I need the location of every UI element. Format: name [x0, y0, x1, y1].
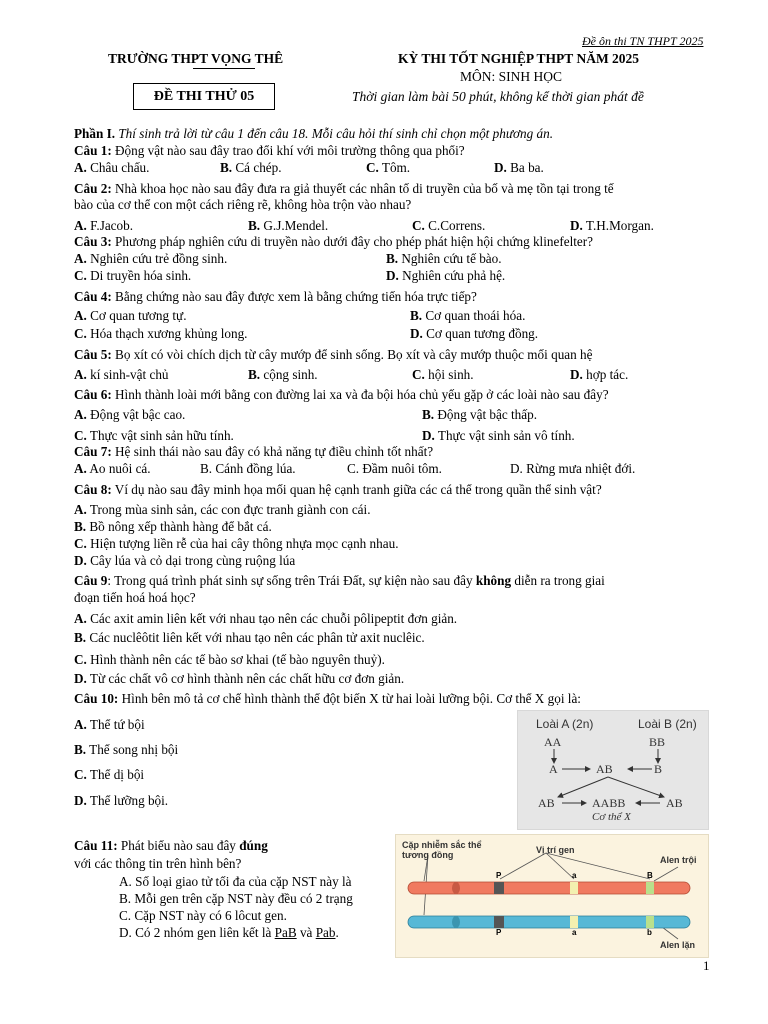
top-label-b: B [647, 871, 653, 880]
q7-option-a: A. Ao nuôi cá. [74, 461, 151, 476]
q3-option-d: D. Nghiên cứu phả hệ. [386, 268, 506, 283]
q5-stem: Câu 5: Bọ xít có vòi chích dịch từ cây mướp để sinh sống. Bọ xít và cây mướp thuộc mối quan hệ [74, 347, 593, 362]
q9-stem-line2: đoạn tiến hoá hoá học? [74, 590, 196, 605]
header-corner-note: Đề ôn thi TN THPT 2025 [582, 34, 704, 48]
q9-option-a: A. Các axit amin liên kết với nhau tạo nên các chuỗi pôlipeptit đơn giản. [74, 611, 458, 626]
exam-title: KỲ THI TỐT NGHIỆP THPT NĂM 2025 [398, 51, 640, 66]
q11-stem: Câu 11: Phát biểu nào sau đây đúng [74, 838, 268, 853]
q8-option-a: A. Trong mùa sinh sản, các con đực tranh giành con cái. [74, 502, 371, 517]
q10-option-b: B. Thể song nhị bội [74, 742, 179, 757]
top-centromere [452, 882, 460, 894]
homologous-pair-label: Cặp nhiễm sắc thể tương đồng [402, 840, 482, 860]
q10-stem: Câu 10: Hình bên mô tả cơ chế hình thành thể đột biến X từ hai loài lưỡng bội. Cơ thể X gọi là: [74, 691, 581, 706]
bottom-label-a: a [572, 928, 577, 937]
polyploid-aabb: AABB [592, 796, 626, 810]
q5-option-a: A. kí sinh-vật chủ [74, 367, 169, 382]
top-locus-a [570, 882, 578, 894]
q1-option-a: A. Châu chấu. [74, 160, 150, 175]
q11-option-c: C. Cặp NST này có 6 lôcut gen. [119, 908, 287, 923]
bottom-label-p: P [496, 928, 502, 937]
q2-option-b: B. G.J.Mendel. [248, 218, 329, 233]
q10-option-a: A. Thể tứ bội [74, 717, 145, 732]
species-a-label: Loài A (2n) [536, 717, 594, 731]
q10-option-c: C. Thể dị bội [74, 767, 145, 782]
q6-option-d: D. Thực vật sinh sản vô tính. [422, 428, 575, 443]
school-underline [193, 68, 255, 69]
q5-option-d: D. hợp tác. [570, 367, 629, 382]
q2-stem: Câu 2: Nhà khoa học nào sau đây đưa ra giả thuyết các nhân tố di truyền của bố và mẹ tồn tại trong tế [74, 181, 614, 196]
q3-option-a: A. Nghiên cứu trẻ đồng sinh. [74, 251, 228, 266]
school-name: TRƯỜNG THPT VỌNG THÊ [108, 51, 284, 66]
q7-option-d: D. Rừng mưa nhiệt đới. [510, 461, 636, 476]
body-x-caption: Cơ thể X [592, 811, 631, 823]
dominant-allele-label: Alen trội [660, 855, 697, 865]
bottom-locus-a [570, 916, 578, 928]
part1-heading: Phần I. Thí sinh trả lời từ câu 1 đến câu 18. Mỗi câu hỏi thí sinh chỉ chọn một phương án. [74, 126, 554, 141]
gamete-b: B [654, 762, 663, 776]
q3-stem: Câu 3: Phương pháp nghiên cứu di truyền nào dưới đây cho phép phát hiện hội chứng klinefelter? [74, 234, 594, 249]
q8-option-c: C. Hiện tượng liền rễ của hai cây thông nhựa mọc cạnh nhau. [74, 536, 399, 551]
q10-option-d: D. Thể lưỡng bội. [74, 793, 169, 808]
species-b-label: Loài B (2n) [638, 717, 697, 731]
q1-option-c: C. Tôm. [366, 160, 411, 175]
q6-option-a: A. Động vật bậc cao. [74, 407, 186, 422]
q9-stem: Câu 9: Trong quá trình phát sinh sự sống trên Trái Đất, sự kiện nào sau đây không diễn ra trong giai [74, 573, 605, 588]
q1-option-d: D. Ba ba. [494, 160, 544, 175]
q11-figure [395, 834, 709, 958]
q11-stem-line2: với các thông tin trên hình bên? [74, 856, 242, 871]
bottom-locus-p [494, 916, 504, 928]
q4-stem: Câu 4: Bằng chứng nào sau đây được xem là bằng chứng tiến hóa trực tiếp? [74, 289, 477, 304]
q2-option-d: D. T.H.Morgan. [570, 218, 654, 233]
recessive-allele-label: Alen lặn [660, 940, 696, 950]
q8-option-b: B. Bồ nông xếp thành hàng để bắt cá. [74, 519, 272, 534]
q2-stem-line2: bào của cơ thể con một cách riêng rẽ, không hòa trộn vào nhau? [74, 197, 412, 212]
q11-option-a: A. Số loại giao tử tối đa của cặp NST này là [119, 874, 352, 889]
q2-option-c: C. C.Correns. [412, 218, 486, 233]
gamete-ab-right: AB [666, 796, 683, 810]
q6-option-c: C. Thực vật sinh sản hữu tính. [74, 428, 234, 443]
q4-option-c: C. Hóa thạch xương khủng long. [74, 326, 248, 341]
page-number: 1 [703, 958, 710, 973]
time-note: Thời gian làm bài 50 phút, không kể thời gian phát đề [352, 89, 644, 104]
q7-option-b: B. Cánh đồng lúa. [200, 461, 296, 476]
q1-option-b: B. Cá chép. [220, 160, 282, 175]
q7-stem: Câu 7: Hệ sinh thái nào sau đây có khả năng tự điều chỉnh tốt nhất? [74, 444, 434, 459]
subject: MÔN: SINH HỌC [460, 69, 563, 84]
genotype-bb: BB [649, 735, 666, 749]
arrow-ab-left [558, 777, 608, 797]
gamete-ab-left: AB [538, 796, 555, 810]
q11-option-b: B. Mỗi gen trên cặp NST này đều có 2 trạng [119, 891, 353, 906]
bottom-label-b: b [647, 928, 652, 937]
q9-option-d: D. Từ các chất vô cơ hình thành nên các chất hữu cơ đơn giản. [74, 671, 405, 686]
top-locus-b [646, 882, 654, 894]
q10-figure [517, 710, 709, 830]
q7-option-c: C. Đầm nuôi tôm. [347, 461, 442, 476]
q5-option-b: B. cộng sinh. [248, 367, 318, 382]
q3-option-c: C. Di truyền hóa sinh. [74, 268, 192, 283]
q8-option-d: D. Cây lúa và cỏ dại trong cùng ruộng lúa [74, 553, 296, 568]
top-locus-p [494, 882, 504, 894]
arrow-ab-right [608, 777, 664, 797]
q4-option-a: A. Cơ quan tương tự. [74, 308, 187, 323]
gamete-a: A [549, 762, 558, 776]
q1-stem: Câu 1: Động vật nào sau đây trao đổi khí với môi trường thông qua phổi? [74, 143, 465, 158]
gene-position-label: Vị trí gen [536, 845, 575, 855]
q4-option-b: B. Cơ quan thoái hóa. [410, 308, 526, 323]
q6-stem: Câu 6: Hình thành loài mới bằng con đường lai xa và đa bội hóa chủ yếu gặp ở các loài nào sau đây? [74, 387, 609, 402]
q2-option-a: A. F.Jacob. [74, 218, 134, 233]
exam-code-box: ĐỀ THI THỬ 05 [133, 83, 275, 110]
bottom-locus-b [646, 916, 654, 928]
q4-option-d: D. Cơ quan tương đồng. [410, 326, 539, 341]
q3-option-b: B. Nghiên cứu tế bào. [386, 251, 502, 266]
top-label-a: a [572, 871, 577, 880]
q8-stem: Câu 8: Ví dụ nào sau đây minh họa mối quan hệ cạnh tranh giữa các cá thể trong quần thể sinh vật? [74, 482, 602, 497]
q5-option-c: C. hội sinh. [412, 367, 474, 382]
bottom-centromere [452, 916, 460, 928]
top-label-p: P [496, 871, 502, 880]
q11-option-d: D. Có 2 nhóm gen liên kết là PaB và Pab. [119, 925, 339, 940]
genotype-aa: AA [544, 735, 562, 749]
q9-option-c: C. Hình thành nên các tế bào sơ khai (tế bào nguyên thuỷ). [74, 652, 385, 667]
q6-option-b: B. Động vật bậc thấp. [422, 407, 537, 422]
q9-option-b: B. Các nuclêôtit liên kết với nhau tạo nên các phân tử axit nuclêic. [74, 630, 425, 645]
hybrid-ab: AB [596, 762, 613, 776]
